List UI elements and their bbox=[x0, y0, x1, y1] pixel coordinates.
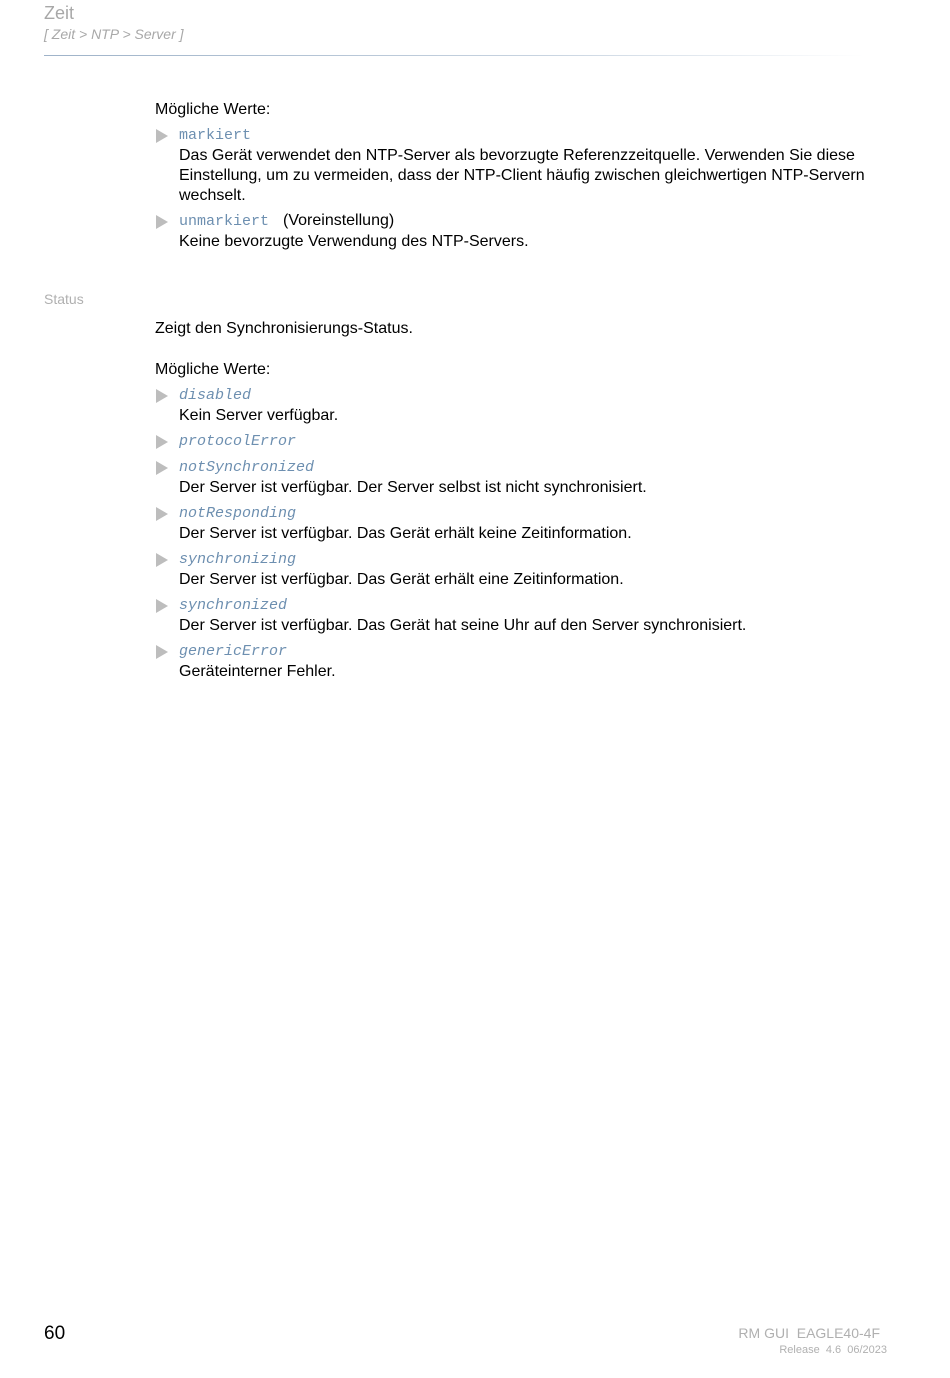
value-code: synchronized bbox=[179, 597, 288, 614]
release-info: Release 4.6 06/2023 bbox=[779, 1344, 887, 1356]
list-item bbox=[155, 212, 895, 252]
triangle-bullet-icon bbox=[156, 553, 168, 567]
value-code: synchronizing bbox=[179, 551, 297, 568]
value-description: Kein Server verfügbar. bbox=[179, 407, 339, 424]
list-item bbox=[155, 642, 895, 682]
triangle-bullet-icon bbox=[156, 461, 168, 475]
list-item bbox=[155, 126, 895, 206]
header-title: Zeit bbox=[44, 3, 75, 23]
triangle-bullet-icon bbox=[156, 599, 168, 613]
value-code: notSynchronized bbox=[179, 459, 315, 476]
status-section bbox=[155, 319, 895, 682]
header-divider bbox=[44, 55, 864, 56]
value-description: Der Server ist verfügbar. Das Gerät erhält keine Zeitinformation. bbox=[179, 525, 632, 542]
value-code: disabled bbox=[179, 387, 252, 404]
value-description: Das Gerät verwendet den NTP-Server als bevorzugte Referenzzeitquelle. Verwenden Sie diese Einstellung, um zu vermeiden, dass der NTP-Client häufig zwischen gleichwertigen NTP-Servern wechselt. bbox=[179, 147, 865, 204]
value-code: protocolError bbox=[179, 433, 297, 450]
list-item bbox=[155, 550, 895, 590]
list-item bbox=[155, 596, 895, 636]
page-number: 60 bbox=[44, 1323, 66, 1344]
triangle-bullet-icon bbox=[156, 645, 168, 659]
value-description: Der Server ist verfügbar. Das Gerät erhält eine Zeitinformation. bbox=[179, 571, 624, 588]
value-code: notResponding bbox=[179, 505, 297, 522]
triangle-bullet-icon bbox=[156, 507, 168, 521]
triangle-bullet-icon bbox=[156, 215, 168, 229]
list-item bbox=[155, 432, 895, 452]
possible-values-label: Mögliche Werte: bbox=[155, 361, 271, 378]
list-item bbox=[155, 386, 895, 426]
document-name: RM GUI EAGLE40-4F bbox=[738, 1325, 880, 1341]
possible-values-label: Mögliche Werte: bbox=[155, 101, 271, 118]
triangle-bullet-icon bbox=[156, 389, 168, 403]
status-intro: Zeigt den Synchronisierungs-Status. bbox=[155, 320, 413, 337]
breadcrumb: [ Zeit > NTP > Server ] bbox=[44, 26, 184, 42]
triangle-bullet-icon bbox=[156, 435, 168, 449]
status-label: Status bbox=[44, 291, 84, 307]
list-item bbox=[155, 458, 895, 498]
value-code: markiert bbox=[179, 127, 252, 144]
preferred-values-section bbox=[155, 100, 895, 252]
value-code: unmarkiert bbox=[179, 213, 270, 230]
list-item bbox=[155, 504, 895, 544]
default-marker: (Voreinstellung) bbox=[283, 212, 395, 229]
value-description: Der Server ist verfügbar. Das Gerät hat seine Uhr auf den Server synchronisiert. bbox=[179, 617, 747, 634]
triangle-bullet-icon bbox=[156, 129, 168, 143]
value-description: Der Server ist verfügbar. Der Server selbst ist nicht synchronisiert. bbox=[179, 479, 647, 496]
value-code: genericError bbox=[179, 643, 288, 660]
value-description: Geräteinterner Fehler. bbox=[179, 663, 336, 680]
value-description: Keine bevorzugte Verwendung des NTP-Servers. bbox=[179, 233, 529, 250]
